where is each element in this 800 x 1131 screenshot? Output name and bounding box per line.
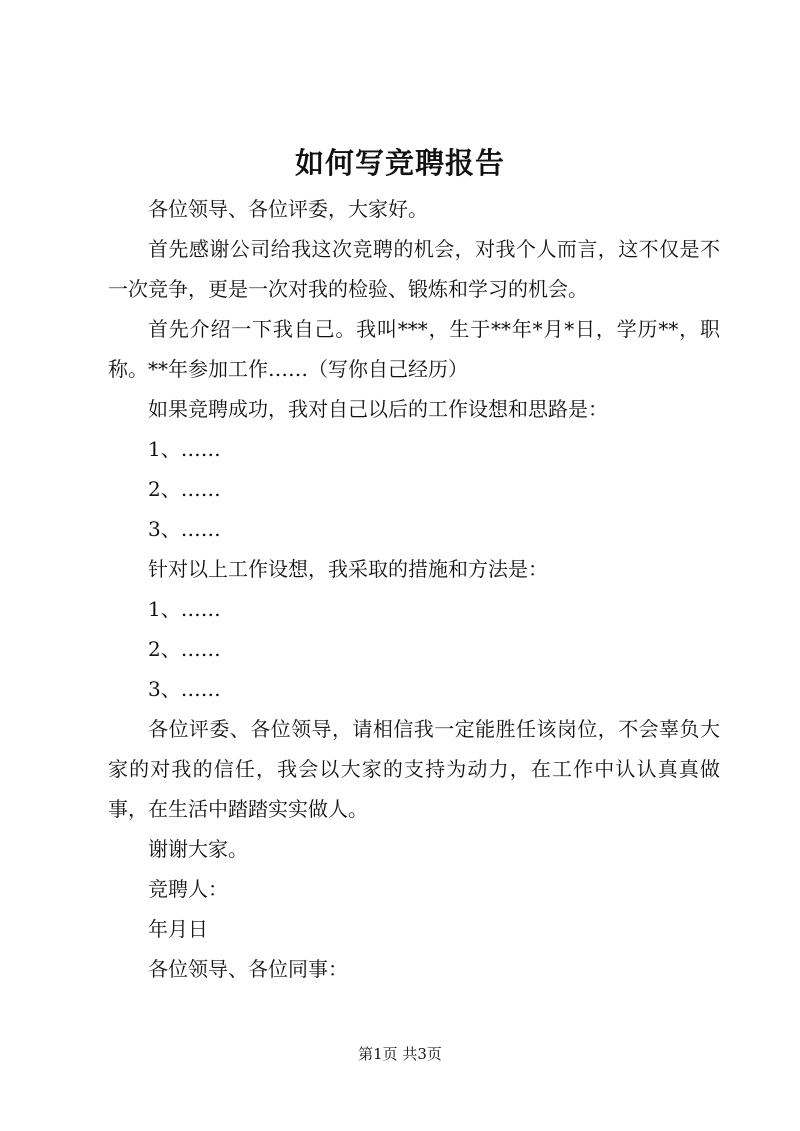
paragraph-measures-heading: 针对以上工作设想，我采取的措施和方法是： — [148, 557, 548, 581]
plan-item-3: 3、…… — [148, 517, 221, 541]
paragraph-introduction: 首先介绍一下我自己。我叫***，生于**年*月*日，学历**，职称。**年参加工作……（写你自己经历） — [108, 317, 720, 381]
measure-item-2: 2、…… — [148, 637, 221, 661]
page-number-footer: 第1页 共3页 — [358, 1045, 442, 1063]
plan-item-2: 2、…… — [148, 477, 221, 501]
paragraph-closing: 各位评委、各位领导，请相信我一定能胜任该岗位，不会辜负大家的对我的信任，我会以大家的支持为动力，在工作中认认真真做事，在生活中踏踏实实做人。 — [108, 717, 720, 821]
plan-item-1: 1、…… — [148, 437, 221, 461]
paragraph-salutation: 各位领导、各位同事： — [148, 957, 348, 981]
paragraph-thanks: 首先感谢公司给我这次竞聘的机会，对我个人而言，这不仅是不一次竞争，更是一次对我的检验、锻炼和学习的机会。 — [108, 237, 720, 301]
document-body — [108, 189, 720, 989]
paragraph-greeting: 各位领导、各位评委，大家好。 — [148, 197, 428, 221]
paragraph-plan-heading: 如果竞聘成功，我对自己以后的工作设想和思路是： — [148, 397, 608, 421]
document-title: 如何写竞聘报告 — [294, 146, 505, 180]
date-label: 年月日 — [148, 917, 208, 941]
paragraph-thank-you: 谢谢大家。 — [148, 837, 248, 861]
measure-item-3: 3、…… — [148, 677, 221, 701]
signature-label: 竞聘人： — [148, 877, 228, 901]
measure-item-1: 1、…… — [148, 597, 221, 621]
